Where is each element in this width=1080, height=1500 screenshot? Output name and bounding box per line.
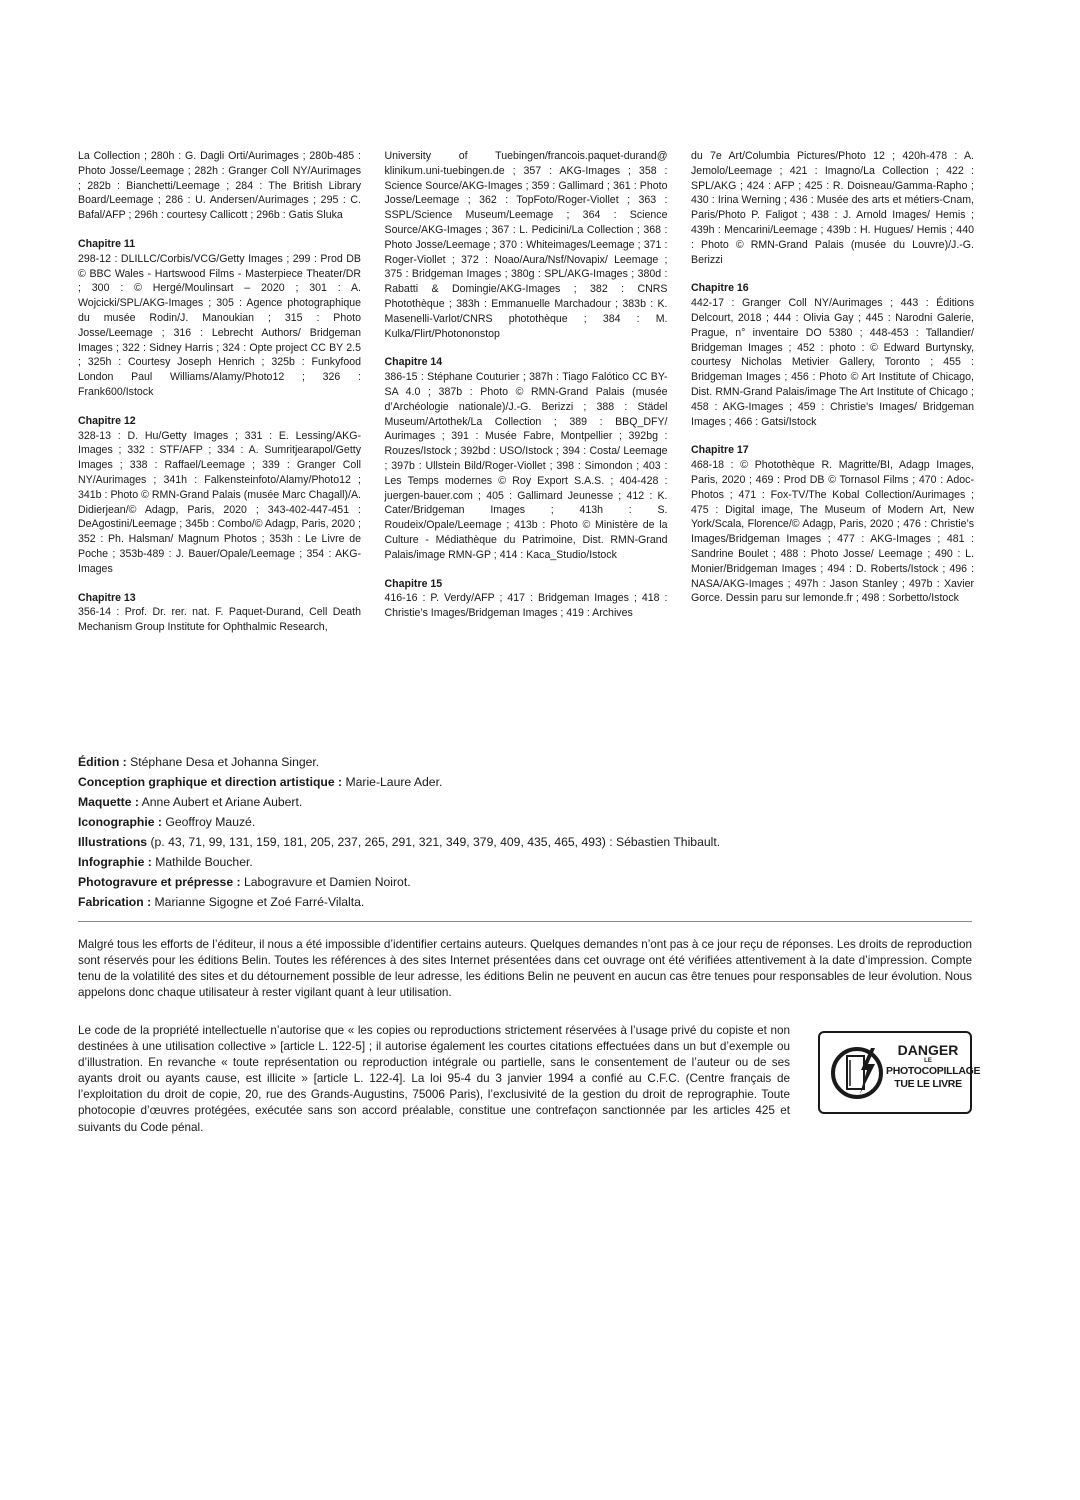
chapter-heading: Chapitre 11 [78, 237, 136, 250]
credit-text: La Collection ; 280h : G. Dagli Orti/Aurimages ; 280b-485 : Photo Josse/Leemage ; 282h : Granger Coll NY/Aurimages ; 282b : Bianchetti/Leemage ; 284 : The British Library Board/Leemage ; 286 : U. Andersen/Aurimages ; 295 : C. Bafal/AFP ; 296h : courtesy Callicott ; 296b : Gatis Sluka [78, 150, 361, 222]
staff-value: Marianne Sigogne et Zoé Farré-Vilalta. [151, 895, 365, 909]
staff-row-edition [78, 752, 974, 772]
credit-text: 328-13 : D. Hu/Getty Images ; 331 : E. Lessing/AKG-Images ; 332 : STF/AFP ; 334 : A. Sumritjearapol/Getty Images ; 338 : Raffael/Leemage ; 339 : Granger Coll NY/Aurimages ; 341h : Falkensteinfoto/Alamy/Photo12 ; 341b : Photo © RMN-Grand Palais (musée Marc Chagall)/A. Didierjean/© Adagp, Paris, 2020 ; 343-402-447-451 : DeAgostini/Leemage ; 345b : Combo/© Adagp, Paris, 2020 ; 352 : Ph. Halsman/ Magnum Photos ; 353h : Le Livre de Poche ; 353b-489 : J. Bauer/Opale/Leemage ; 354 : AKG-Images [78, 429, 361, 575]
logo-line-tue-le-livre: TUE LE LIVRE [894, 1078, 962, 1090]
staff-label: Conception graphique et direction artistique : [78, 775, 343, 789]
credit-block [78, 591, 361, 635]
staff-row-layout [78, 792, 974, 812]
staff-credits [78, 752, 974, 912]
staff-row-design [78, 772, 974, 792]
staff-label: Édition : [78, 755, 127, 769]
credit-block [78, 149, 361, 223]
credit-block [385, 149, 668, 341]
chapter-heading: Chapitre 16 [691, 282, 749, 295]
staff-row-prepress [78, 872, 974, 892]
staff-label: Infographie : [78, 855, 152, 869]
staff-row-manufacturing [78, 892, 974, 912]
logo-line-le: LE [924, 1058, 932, 1064]
logo-line-danger: DANGER [897, 1042, 959, 1058]
credit-block [78, 237, 361, 400]
staff-row-iconography [78, 812, 974, 832]
credit-text: 442-17 : Granger Coll NY/Aurimages ; 443 : Éditions Delcourt, 2018 ; 444 : Olivia Gay ; 445 : Narodni Galerie, Prague, n° inventaire DO 5380 ; 448-453 : Tallandier/ Bridgeman Images ; 452 : photo : © Edward Burtynsky, courtesy Nicholas Metivier Gallery, Toronto ; 455 : Bridgeman Images ; 456 : Photo © Art Institute of Chicago, Dist. RMN-Grand Palais/image The Art Institute of Chicago ; 458 : AKG-Images ; 459 : Christie’s Images/ Bridgeman Images ; 466 : Gatsi/Istock [691, 297, 974, 428]
credits-column-2 [385, 149, 668, 649]
staff-label: Iconographie : [78, 815, 162, 829]
chapter-heading: Chapitre 17 [691, 444, 749, 457]
staff-row-infographics [78, 852, 974, 872]
staff-value: (p. 43, 71, 99, 131, 159, 181, 205, 237, 265, 291, 321, 349, 379, 409, 435, 465, 493) : Sébastien Thibault. [147, 835, 721, 849]
chapter-heading: Chapitre 14 [384, 356, 443, 369]
staff-label: Fabrication : [78, 895, 152, 909]
chapter-heading: Chapitre 15 [384, 577, 443, 590]
chapter-heading: Chapitre 13 [78, 591, 136, 604]
staff-label: Photogravure et prépresse : [78, 875, 241, 889]
credit-text: 468-18 : © Photothèque R. Magritte/BI, Adagp Images, Paris, 2020 ; 469 : Prod DB © Tornasol Films ; 470 : Adoc-Photos ; 471 : Fox-TV/The Kobal Collection/Aurimages ; 475 : Digital image, The Museum of Modern Art, New York/Scala, Florence/© Adagp, Paris, 2020 ; 476 : Christie’s Images/Bridgeman Images ; 477 : AKG-Images ; 481 : Sandrine Boulet ; 488 : Photo Josse/ Leemage ; 490 : L. Monier/Bridgeman Images ; 494 : D. Roberts/Istock ; 496 : NASA/AKG-Images ; 497h : Jason Stanley ; 497b : Xavier Gorce. Dessin paru sur lemonde.fr ; 498 : Sorbetto/Istock [691, 459, 974, 605]
staff-value: Labogravure et Damien Noirot. [240, 875, 411, 889]
book-lightning-icon [830, 1040, 884, 1106]
credit-text: 356-14 : Prof. Dr. rer. nat. F. Paquet-Durand, Cell Death Mechanism Group Institute for Ophthalmic Research, [78, 606, 361, 634]
credit-block [385, 355, 668, 562]
credit-text: University of Tuebingen/francois.paquet-durand@ klinikum.uni-tuebingen.de ; 357 : AKG-Images ; 358 : Science Source/AKG-Images ; 359 : Gallimard ; 361 : Photo Josse/Leemage ; 362 : TopFoto/Roger-Viollet ; 363 : SSPL/Science Museum/Leemage ; 364 : Science Source/AKG-Images ; 367 : L. Pedicini/La Collection ; 368 : Photo Josse/Leemage ; 370 : Whiteimages/Leemage ; 371 : Roger-Viollet ; 372 : Noao/Aura/Nsf/Novapix/ Leemage ; 375 : Bridgeman Images ; 380g : SPL/AKG-Images ; 380d : Rabatti & Domingie/AKG-Images ; 382 : CNRS Photothèque ; 383h : Emmanuelle Marchadour ; 383b : K. Masenelli-Varlot/CNRS photothèque ; 384 : M. Kulka/Flirt/Photononstop [384, 150, 668, 340]
chapter-heading: Chapitre 12 [78, 414, 136, 427]
credit-block [691, 443, 974, 606]
credit-text: 416-16 : P. Verdy/AFP ; 417 : Bridgeman Images ; 418 : Christie’s Images/Bridgeman Images ; 419 : Archives [384, 592, 668, 620]
staff-value: Marie-Laure Ader. [342, 775, 443, 789]
logo-line-photocopillage: PHOTOCOPILLAGE [886, 1065, 981, 1077]
credit-block [78, 414, 361, 577]
credits-column-1 [78, 149, 361, 649]
staff-label: Illustrations [78, 835, 148, 849]
staff-value: Stéphane Desa et Johanna Singer. [126, 755, 320, 769]
credit-block [691, 149, 974, 267]
staff-value: Mathilde Boucher. [151, 855, 253, 869]
staff-label: Maquette : [78, 795, 139, 809]
horizontal-divider [78, 921, 972, 922]
credit-text: du 7e Art/Columbia Pictures/Photo 12 ; 420h-478 : A. Jemolo/Leemage ; 421 : Imagno/La Collection ; 422 : SPL/AKG ; 424 : AFP ; 425 : R. Doisneau/Gamma-Rapho ; 430 : Irina Werning ; 436 : Musée des arts et métiers-Cnam, Paris/Photo P. Faligot ; 438 : J. Arnold Images/ Hemis ; 439h : Mencarini/Leemage ; 439b : H. Hugues/ Hemis ; 440 : Photo © RMN-Grand Palais (musée du Louvre)/J.-G. Berizzi [691, 150, 974, 266]
photo-credits [78, 149, 974, 649]
legal-notice: Le code de la propriété intellectuelle n’autorise que « les copies ou reproductions strictement réservées à l’usage privé du copiste et non destinées à une utilisation collective » [article L. 122-5] ; il autorise également les courtes citations effectuées dans un but d’exemple ou d’illustration. En revanche « toute représentation ou reproduction intégrale ou partielle, sans le consentement de l’auteur ou de ses ayants droit ou ayants cause, est illicite » [article L. 122-4]. La loi 95-4 du 3 janvier 1994 a confié au C.F.C. (Centre français de l’exploitation du droit de copie, 20, rue des Grands-Augustins, 75006 Paris), l’exclusivité de la gestion du droit de reprographie. Toute photocopie d’œuvres protégées, exécutée sans son accord préalable, constitue une contrefaçon sanctionnée par les articles 425 et suivants du Code pénal. [78, 1024, 790, 1134]
credit-block [385, 577, 668, 621]
credit-text: 386-15 : Stéphane Couturier ; 387h : Tiago Falótico CC BY-SA 4.0 ; 387b : Photo © RMN-Grand Palais (musée d’Archéologie nationale)/J.-G. Berizzi ; 388 : Städel Museum/Artothek/La Collection ; 389 : BBQ_DFY/ Aurimages ; 391 : Musée Fabre, Montpellier ; 392bg : Rouzes/Istock ; 392bd : USO/Istock ; 394 : Costa/ Leemage ; 397b : Ullstein Bild/Roger-Viollet ; 398 : Simondon ; 403 : Les Temps modernes © Roy Export S.A.S. ; 404-428 : juergen-bauer.com ; 405 : Gallimard Jeunesse ; 412 : K. Cater/Bridgeman Images ; 413h : S. Roudeix/Opale/Leemage ; 413b : Photo © Ministère de la Culture - Médiathèque du Patrimoine, Dist. RMN-Grand Palais/image RMN-GP ; 414 : Kaca_Studio/Istock [384, 371, 668, 561]
credit-text: 298-12 : DLILLC/Corbis/VCG/Getty Images ; 299 : Prod DB © BBC Wales - Hartswood Films - Masterpiece Theater/DR ; 300 : © Hergé/Moulinsart – 2020 ; 301 : A. Wojcicki/SPL/AKG-Images ; 305 : Agence photographique du musée Rodin/J. Manoukian ; 315 : Photo Josse/Leemage ; 316 : Lebrecht Authors/ Bridgeman Images ; 322 : Sidney Harris ; 324 : Opte project CC BY 2.5 ; 325h : Courtesy Joseph Henrich ; 325b : Funkyfood London Paul Williams/Alamy/Photo12 ; 326 : Frank600/Istock [78, 252, 361, 398]
credit-block [691, 281, 974, 429]
credits-column-3 [691, 149, 974, 649]
photocopy-warning-logo [818, 1031, 981, 1114]
logo-text [886, 1042, 981, 1091]
staff-row-illustrations [78, 832, 974, 852]
staff-value: Geoffroy Mauzé. [161, 815, 256, 829]
staff-value: Anne Aubert et Ariane Aubert. [138, 795, 303, 809]
rights-notice: Malgré tous les efforts de l’éditeur, il nous a été impossible d’identifier certains auteurs. Quelques demandes n’ont pas à ce jour reçu de réponses. Les droits de reproduction sont réservés pour les éditions Belin. Toutes les références à des sites Internet présentées dans cet ouvrage ont été vérifiées attentivement à la date d’impression. Compte tenu de la volatilité des sites et du détournement possible de leur adresse, les éditions Belin ne peuvent en aucun cas être tenues pour responsables de leur évolution. Nous appelons donc chaque utilisateur à rester vigilant quant à leur utilisation. [78, 938, 972, 1000]
